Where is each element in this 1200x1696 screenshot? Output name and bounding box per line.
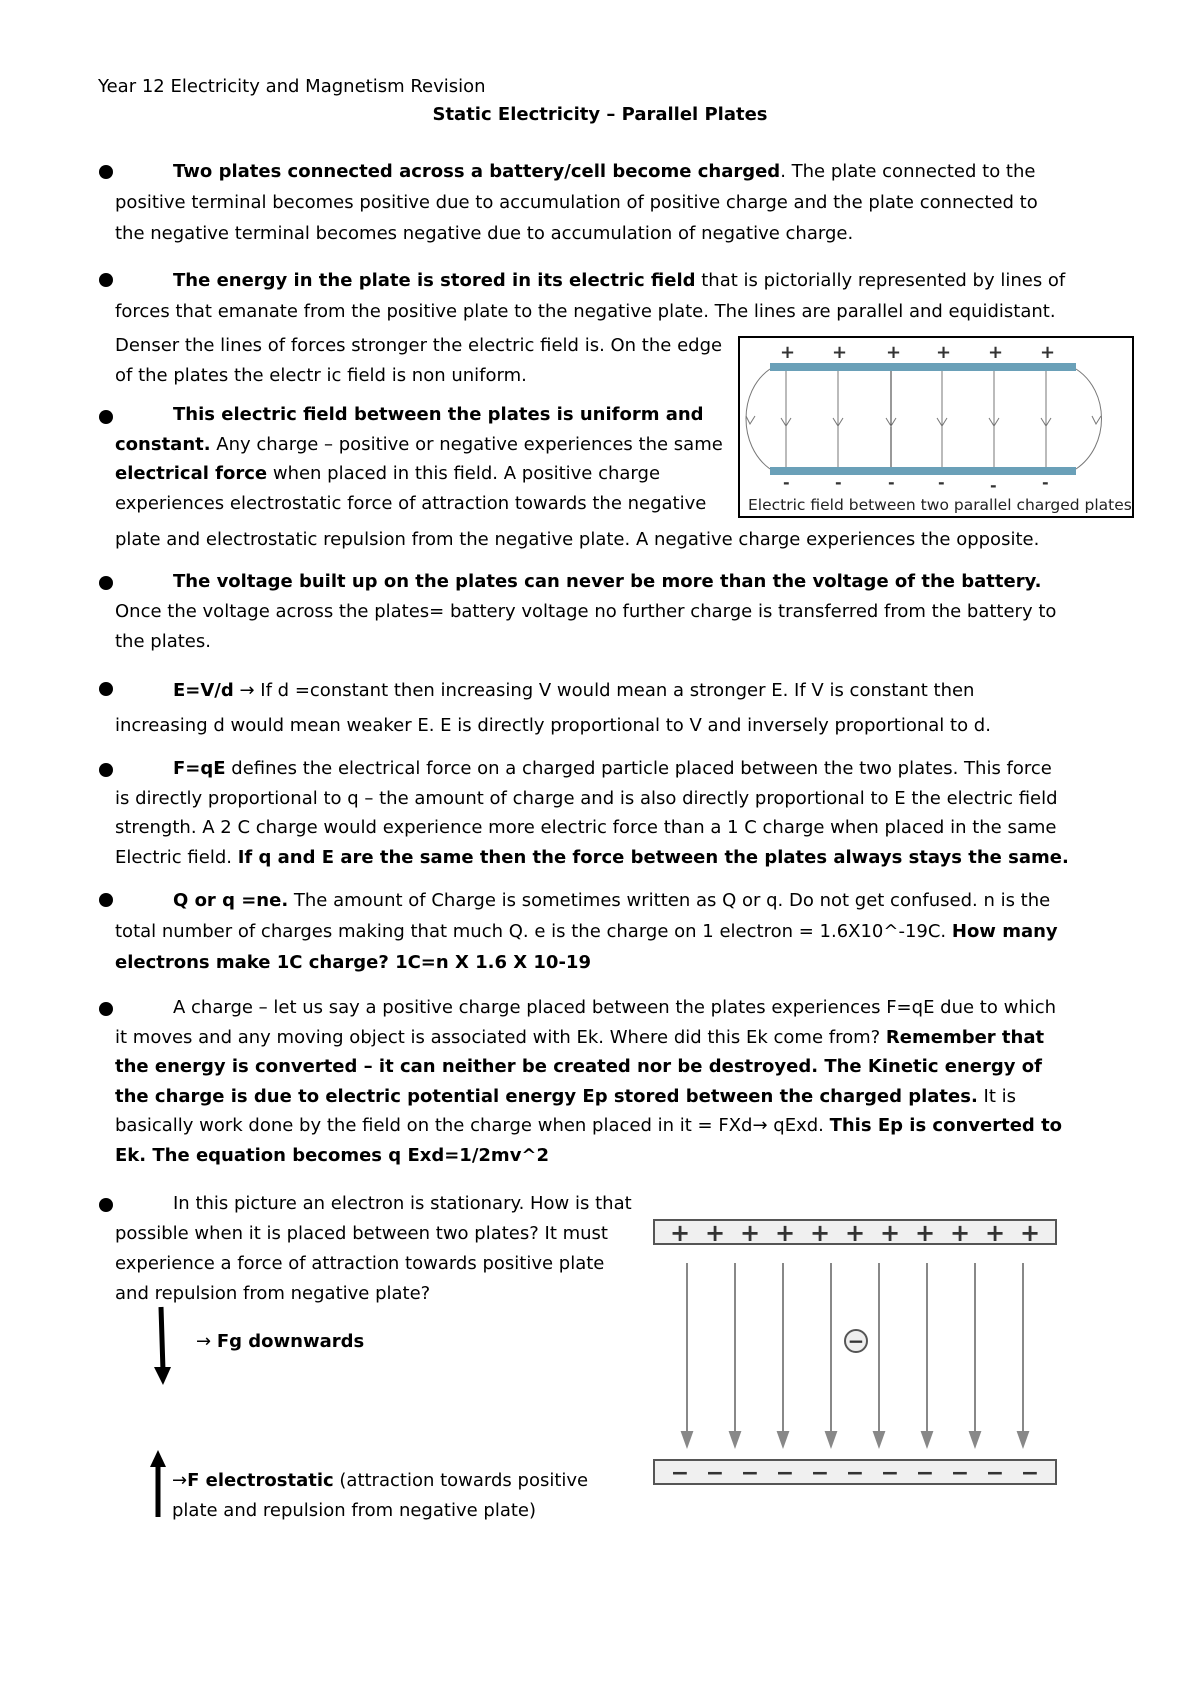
svg-text:-: - — [990, 476, 997, 495]
paragraph-e-v-d — [115, 673, 1070, 743]
paragraph-energy — [115, 265, 1070, 327]
svg-text:+: + — [988, 342, 1004, 363]
bullet — [99, 273, 113, 287]
bullet — [99, 1198, 113, 1212]
svg-text:+: + — [774, 1219, 796, 1247]
svg-text:+: + — [669, 1219, 691, 1247]
bold-text: This electric field between the plates is uniform and constant. — [115, 404, 704, 455]
bullet — [99, 682, 113, 696]
svg-text:+: + — [1040, 342, 1056, 363]
bold-text: Two plates connected across a battery/cell become charged — [173, 161, 781, 182]
svg-text:+: + — [936, 342, 952, 363]
svg-text:+: + — [914, 1219, 936, 1247]
svg-text:−: − — [705, 1461, 725, 1486]
field-lines — [682, 1263, 1028, 1446]
svg-text:+: + — [984, 1219, 1006, 1247]
svg-text:+: + — [886, 342, 902, 363]
paragraph-stationary-electron — [115, 1189, 635, 1309]
bold-text: F=qE — [173, 758, 226, 779]
svg-text:+: + — [879, 1219, 901, 1247]
svg-text:+: + — [704, 1219, 726, 1247]
bold-text: This Ep is converted to Ek. The equation becomes q Exd=1/2mv^2 — [115, 1115, 1063, 1166]
bullet — [99, 893, 113, 907]
svg-text:+: + — [1019, 1219, 1041, 1247]
plus-signs — [780, 342, 1055, 363]
svg-text:-: - — [888, 473, 895, 492]
paragraph-uniform-field — [115, 400, 725, 518]
negative-plate — [770, 467, 1076, 475]
arrow-down-icon — [150, 1305, 174, 1387]
body-text: (attraction towards positive plate and repulsion from negative plate) — [172, 1470, 589, 1521]
svg-text:-: - — [783, 473, 790, 492]
svg-text:−: − — [880, 1461, 900, 1486]
arrow-up-icon — [146, 1449, 170, 1519]
arrow-text: → — [172, 1470, 188, 1491]
svg-text:−: − — [915, 1461, 935, 1486]
bullet — [99, 165, 113, 179]
bold-text: electrical force — [115, 463, 268, 484]
paragraph-voltage — [115, 567, 1070, 657]
bold-text: Remember that the energy is converted – it can neither be created nor be destroyed. The Kinetic energy of the charge is due to electric potential energy Ep stored between the charged plates. — [115, 1026, 1045, 1107]
svg-text:+: + — [844, 1219, 866, 1247]
page-title: Static Electricity – Parallel Plates — [432, 104, 768, 125]
svg-text:−: − — [740, 1461, 760, 1486]
bullet — [99, 763, 113, 777]
svg-text:+: + — [739, 1219, 761, 1247]
field-lines — [746, 369, 1102, 469]
paragraph-q-ne — [115, 885, 1070, 978]
svg-text:−: − — [775, 1461, 795, 1486]
bullet — [99, 1002, 113, 1016]
svg-text:-: - — [835, 473, 842, 492]
body-text: defines the electrical force on a charged particle placed between the two plates. This force is directly proportional to q – the amount of charge and is also directly proportional to E the electric field strength. A 2 C charge would experience more electric force than a 1 C charge when placed in the same Electric field. — [115, 758, 1058, 868]
body-text: In this picture an electron is stationary. How is that possible when it is placed between two plates? It must experience a force of attraction towards positive plate and repulsion from negative plate? — [115, 1193, 632, 1304]
bullet — [99, 410, 113, 424]
bold-text: Fg downwards — [216, 1331, 365, 1352]
svg-text:+: + — [949, 1219, 971, 1247]
paragraph-energy-cont: Denser the lines of forces stronger the electric field is. On the edge of the plates the electr ic field is non uniform. — [115, 335, 723, 386]
electron-sign: − — [847, 1329, 865, 1353]
paragraph-f-qe — [115, 754, 1070, 872]
svg-text:−: − — [950, 1461, 970, 1486]
bold-text: If q and E are the same then the force between the plates always stays the same. — [237, 846, 1069, 868]
body-text: . The plate connected to the positive terminal becomes positive due to accumulation of positive charge and the plate connected to the negative terminal becomes negative due to accumulation of negative charge. — [115, 161, 1038, 244]
paragraph-energy-conversion — [115, 993, 1070, 1170]
arrow-text: → — [196, 1331, 217, 1352]
bold-text: Q or q =ne. — [173, 890, 289, 911]
body-text: The amount of Charge is sometimes written as Q or q. Do not get confused. n is the total number of charges making that much Q. e is the charge on 1 electron = 1.6X10^-19C. — [115, 890, 1051, 942]
bold-text: E=V/d — [173, 680, 234, 701]
body-text: A charge – let us say a positive charge placed between the plates experiences F=qE due to which it moves and any moving object is associated with Ek. Where did this Ek come from? — [115, 997, 1057, 1048]
paragraph-charging — [115, 156, 1070, 249]
body-text: Once the voltage across the plates= battery voltage no further charge is transferred from the battery to the plates. — [115, 601, 1057, 652]
body-text: Any charge – positive or negative experiences the same — [210, 433, 723, 455]
bold-text: The voltage built up on the plates can never be more than the voltage of the battery. — [173, 571, 1042, 592]
svg-text:-: - — [938, 473, 945, 492]
paragraph-uniform-field-cont: plate and electrostatic repulsion from the negative plate. A negative charge experiences the opposite. — [115, 529, 1040, 550]
body-text: It is basically work done by the field on the charge when placed in it = FXd→ qExd. — [115, 1085, 1016, 1136]
bullet — [99, 576, 113, 590]
body-text: that is pictorially represented by lines of forces that emanate from the positive plate to the negative plate. The lines are parallel and equidistant. — [115, 270, 1066, 322]
svg-text:−: − — [1020, 1461, 1040, 1486]
bold-text: The energy in the plate is stored in its electric field — [173, 270, 696, 291]
parallel-plates-diagram — [738, 336, 1134, 520]
stationary-electron-diagram — [650, 1218, 1060, 1490]
force-gravity-label — [196, 1327, 364, 1357]
bold-text: How many electrons make 1C charge? 1C=n X 1.6 X 10-19 — [115, 921, 1058, 973]
minus-signs — [783, 473, 1049, 495]
body-text: → If d =constant then increasing V would mean a stronger E. If V is constant then increasing d would mean weaker E. E is directly proportional to V and inversely proportional to d. — [115, 680, 991, 736]
svg-text:-: - — [1042, 473, 1049, 492]
svg-text:+: + — [832, 342, 848, 363]
svg-text:−: − — [670, 1461, 690, 1486]
svg-text:+: + — [780, 342, 796, 363]
body-text: when placed in this field. A positive charge experiences electrostatic force of attraction towards the negative — [115, 463, 707, 514]
document-header: Year 12 Electricity and Magnetism Revision — [98, 76, 486, 97]
force-electrostatic-label — [172, 1466, 602, 1525]
svg-text:−: − — [810, 1461, 830, 1486]
svg-text:−: − — [985, 1461, 1005, 1486]
bold-text: F electrostatic — [187, 1470, 334, 1491]
svg-text:+: + — [809, 1219, 831, 1247]
svg-text:−: − — [845, 1461, 865, 1486]
positive-plate — [770, 363, 1076, 371]
diagram-caption: Electric field between two parallel charged plates — [748, 496, 1132, 514]
